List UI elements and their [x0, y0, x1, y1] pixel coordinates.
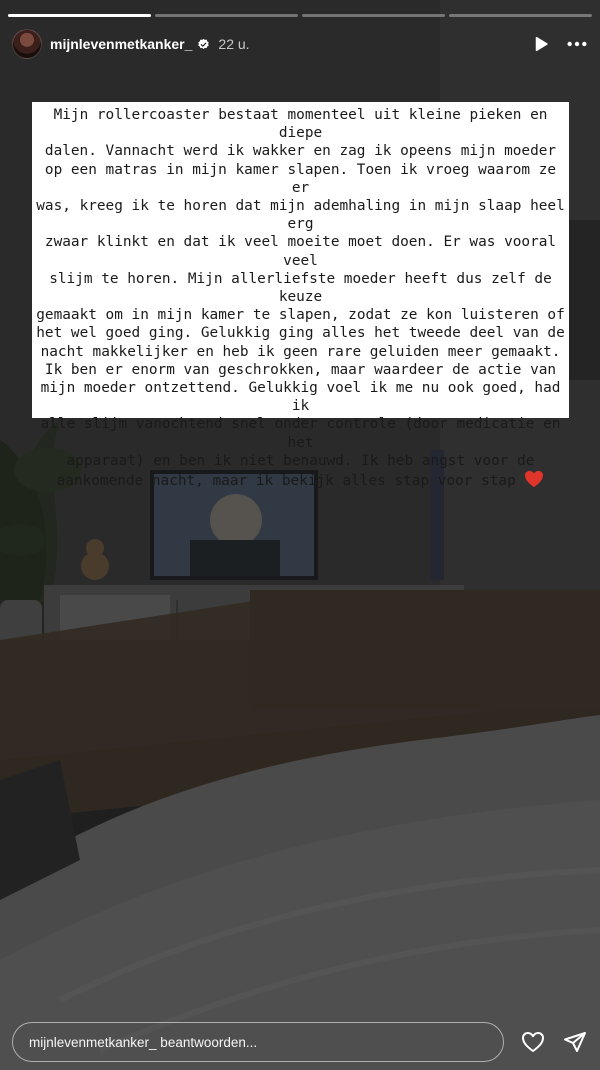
- story-text-last-line: [36, 470, 565, 490]
- story-text-line: was, kreeg ik te horen dat mijn ademhaling in mijn slaap heel erg: [36, 198, 565, 233]
- story-text-line: apparaat) en ben ik niet benauwd. Ik heb angst voor de: [66, 452, 535, 469]
- story-text-line: nacht makkelijker en heb ik geen rare geluiden meer gemaakt.: [40, 343, 561, 360]
- progress-segment: [8, 14, 151, 17]
- story-text-line: dalen. Vannacht werd ik wakker en zag ik opeens mijn moeder: [44, 143, 557, 160]
- story-header: [12, 28, 588, 60]
- story-progress-bar: [8, 14, 592, 17]
- reply-input[interactable]: [12, 1022, 504, 1062]
- avatar[interactable]: [12, 29, 42, 59]
- progress-segment: [449, 14, 592, 17]
- story-text-line: zwaar klinkt en dat ik veel moeite moet doen. Er was vooral veel: [44, 234, 557, 269]
- timestamp: 22 u.: [218, 36, 250, 52]
- story-text-line: op een matras in mijn kamer slapen. Toen ik vroeg waarom ze er: [44, 161, 557, 196]
- story-text-line: aankomende nacht, maar ik bekijk alles stap voor stap: [56, 473, 516, 490]
- progress-segment: [302, 14, 445, 17]
- heart-icon: [521, 1031, 545, 1053]
- more-icon[interactable]: [566, 33, 588, 55]
- story-text-line: gemaakt om in mijn kamer te slapen, zodat ze kon luisteren of: [36, 307, 565, 324]
- progress-segment: [155, 14, 298, 17]
- story-text-line: Ik ben er enorm van geschrokken, maar waardeer de actie van: [44, 361, 557, 378]
- reply-placeholder: mijnlevenmetkanker_ beantwoorden...: [29, 1034, 258, 1050]
- verified-badge-icon: [197, 38, 210, 51]
- story-text-line: slijm te horen. Mijn allerliefste moeder heeft dus zelf de keuze: [49, 270, 552, 306]
- story-text-line: het wel goed ging. Gelukkig ging alles het tweede deel van de: [36, 325, 565, 342]
- story-text-line: Mijn rollercoaster bestaat momenteel uit kleine pieken en diepe: [53, 107, 548, 142]
- heart-emoji: [524, 470, 544, 488]
- like-button[interactable]: [520, 1029, 546, 1055]
- send-icon: [563, 1030, 587, 1054]
- story-text-line: mijn moeder ontzettend. Gelukkig voel ik me nu ook goed, had ik: [40, 380, 561, 415]
- story-footer: [12, 1022, 588, 1062]
- play-icon[interactable]: [532, 35, 550, 53]
- story-text-line: alle slijm vanochtend snel onder controle (door medicatie en het: [40, 416, 561, 451]
- share-button[interactable]: [562, 1029, 588, 1055]
- username[interactable]: mijnlevenmetkanker_: [50, 36, 193, 52]
- story-text-box: [32, 102, 569, 490]
